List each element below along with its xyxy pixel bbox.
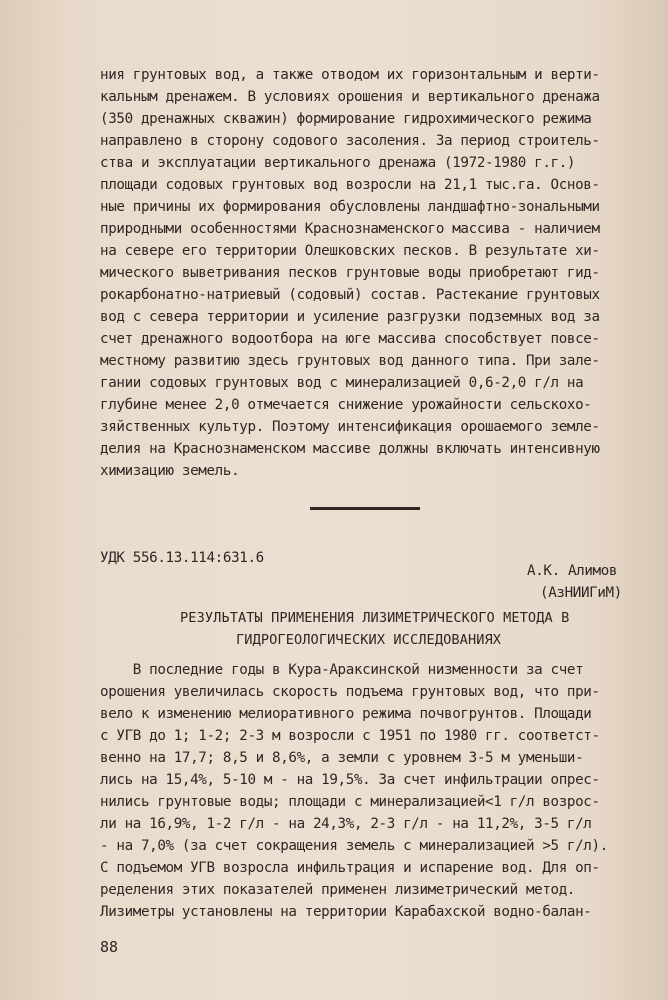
paragraph-1-line: глубине менее 2,0 отмечается снижение урожайности сельскохо-	[100, 397, 592, 413]
paragraph-2-line: лись на 15,4%, 5-10 м - на 19,5%. За счет инфильтрации опрес-	[100, 772, 600, 788]
section-divider	[310, 507, 420, 510]
udk-code: УДК 556.13.114:631.6	[100, 550, 264, 566]
paragraph-2-line: вело к изменению мелиоративного режима почвогрунтов. Площади	[100, 706, 592, 722]
paragraph-2-line: ли на 16,9%, 1-2 г/л - на 24,3%, 2-3 г/л - на 11,2%, 3-5 г/л	[100, 816, 592, 832]
paragraph-1-line: (350 дренажных скважин) формирование гидрохимического режима	[100, 111, 592, 127]
paragraph-2-line: с УГВ до 1; 1-2; 2-3 м возросли с 1951 по 1980 гг. соответст-	[100, 728, 600, 744]
paragraph-2-line: нились грунтовые воды; площади с минерализацией<1 г/л возрос-	[100, 794, 600, 810]
paragraph-1-line: счет дренажного водоотбора на юге массива способствует повсе-	[100, 331, 600, 347]
paragraph-1-line: зяйственных культур. Поэтому интенсификация орошаемого земле-	[100, 419, 600, 435]
paragraph-1-line: ства и эксплуатации вертикального дренажа (1972-1980 г.г.)	[100, 155, 576, 171]
paragraph-1-line: площади содовых грунтовых вод возросли на 21,1 тыс.га. Основ-	[100, 177, 600, 193]
author-institution: (АзНИИГиМ)	[540, 585, 622, 601]
paragraph-1-line: вод с севера территории и усиление разгрузки подземных вод за	[100, 309, 600, 325]
paragraph-1-line: делия на Краснознаменском массиве должны включать интенсивную	[100, 441, 600, 457]
page-number: 88	[100, 938, 119, 956]
paragraph-1-line: ния грунтовых вод, а также отводом их горизонтальным и верти-	[100, 67, 600, 83]
paragraph-1-line: природными особенностями Краснознаменского массива - наличием	[100, 221, 600, 237]
paragraph-1-line: рокарбонатно-натриевый (содовый) состав. Растекание грунтовых	[100, 287, 600, 303]
paragraph-2-line: В последние годы в Кура-Араксинской низменности за счет	[100, 662, 584, 678]
paragraph-2-line: С подъемом УГВ возросла инфильтрация и испарение вод. Для оп-	[100, 860, 600, 876]
paragraph-1-line: направлено в сторону содового засоления. За период строитель-	[100, 133, 600, 149]
paragraph-2-line: - на 7,0% (за счет сокращения земель с минерализацией >5 г/л).	[100, 838, 608, 854]
paragraph-2-line: ределения этих показателей применен лизиметрический метод.	[100, 882, 576, 898]
paragraph-1-line: ные причины их формирования обусловлены ландшафтно-зональными	[100, 199, 600, 215]
paragraph-1-line: химизацию земель.	[100, 463, 240, 479]
author-name: А.К. Алимов	[527, 563, 618, 579]
paragraph-1-line: гании содовых грунтовых вод с минерализацией 0,6-2,0 г/л на	[100, 375, 584, 391]
paragraph-2-line: Лизиметры установлены на территории Карабахской водно-балан-	[100, 904, 592, 920]
paragraph-2-line: орошения увеличилась скорость подъема грунтовых вод, что при-	[100, 684, 600, 700]
article-title-line-1: РЕЗУЛЬТАТЫ ПРИМЕНЕНИЯ ЛИЗИМЕТРИЧЕСКОГО МЕТОДА В	[180, 610, 570, 626]
paragraph-1-line: кальным дренажем. В условиях орошения и вертикального дренажа	[100, 89, 600, 105]
article-title-line-2: ГИДРОГЕОЛОГИЧЕСКИХ ИССЛЕДОВАНИЯХ	[236, 632, 502, 648]
paragraph-1-line: местному развитию здесь грунтовых вод данного типа. При зале-	[100, 353, 600, 369]
paragraph-1-line: мического выветривания песков грунтовые воды приобретают гид-	[100, 265, 600, 281]
paragraph-2-line: венно на 17,7; 8,5 и 8,6%, а земли с уровнем 3-5 м уменьши-	[100, 750, 584, 766]
paragraph-1-line: на севере его территории Олешковских песков. В результате хи-	[100, 243, 600, 259]
